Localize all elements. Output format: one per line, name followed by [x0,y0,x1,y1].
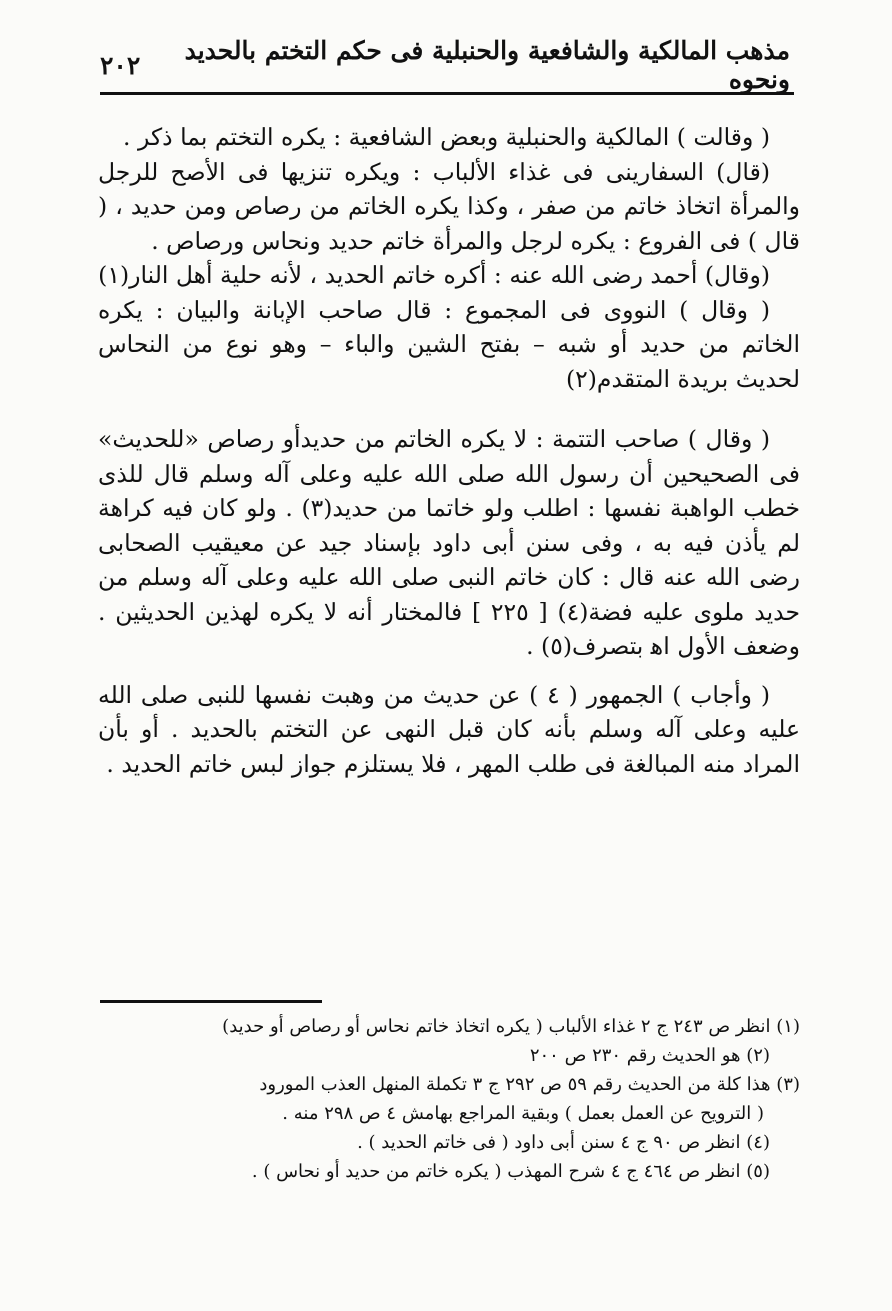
paragraph: ( وقالت ) المالكية والحنبلية وبعض الشافعية : يكره التختم بما ذكر . [123,123,770,151]
paragraph: (وقال) أحمد رضى الله عنه : أكره خاتم الحديد ، لأنه حلية أهل النار(١) [98,261,770,289]
footnote-continuation: ( الترويح عن العمل بعمل ) وبقية المراجع بهامش ٤ ص ٢٩٨ منه . [282,1103,764,1124]
footnote: (٢) هو الحديث رقم ٢٣٠ ص ٢٠٠ [529,1045,770,1066]
paragraph: (قال) السفارينى فى غذاء الألباب : ويكره تنزيها فى الأصح للرجل والمرأة اتخاذ خاتم من صفر ، وكذا يكره الخاتم من رصاص ومن حديد ، ( قال ) فى الفروع : يكره لرجل والمرأة خاتم حديد ونحاس ورصاص . [98,157,800,255]
footnote: (٤) انظر ص ٩٠ ج ٤ سنن أبى داود ( فى خاتم الحديد ) . [357,1132,770,1153]
footnote: (٥) انظر ص ٤٦٤ ج ٤ شرح المهذب ( يكره خاتم من حديد أو نحاس ) . [251,1161,770,1182]
paragraph: ( وأجاب ) الجمهور ( ٤ ) عن حديث من وهبت نفسها للنبى صلى الله عليه وعلى آله وسلم بأنه كان قبل النهى عن التختم بالحديد . أو بأن المراد منه المبالغة فى طلب المهر ، فلا يستلزم جواز لبس خاتم الحديد . [98,680,800,778]
page-number: ٢٠٢ [100,50,141,80]
footnote: (٣) هذا كلة من الحديث رقم ٥٩ ص ٢٩٢ ج ٣ تكملة المنهل العذب المورود [259,1074,800,1095]
footnote-rule [100,1000,322,1003]
main-text [98,120,800,781]
page-header [100,36,790,94]
paragraph: ( وقال ) النووى فى المجموع : قال صاحب الإبانة والبيان : يكره الخاتم من حديد أو شبه – بفتح الشين والباء – وهو نوع من النحاس لحديث بريدة المتقدم(٢) [98,295,800,393]
footnote: (١) انظر ص ٢٤٣ ج ٢ غذاء الألباب ( يكره اتخاذ خاتم نحاس أو رصاص أو حديد) [222,1016,800,1037]
header-rule [100,92,794,95]
paragraph: ( وقال ) صاحب التتمة : لا يكره الخاتم من حديدأو رصاص «للحديث» فى الصحيحين أن رسول الله صلى الله عليه وعلى آله وسلم قال للذى خطب الواهبة نفسها : اطلب ولو خاتما من حديد(٣) . ولو كان فيه كراهة لم يأذن فيه به ، وفى سنن أبى داود بإسناد جيد عن معيقيب الصحابى رضى الله عنه قال : كان خاتم النبى صلى الله عليه وعلى آله وسلم من حديد ملوى عليه فضة(٤) [ ٢٢٥ ] فالمختار أنه لا يكره لهذين الحديثين . وضعف الأول اﻫ بتصرف(٥) . [98,425,801,660]
running-title: مذهب المالكية والشافعية والحنبلية فى حكم التختم بالحديد ونحوه [184,36,790,94]
footnotes [100,1012,800,1186]
